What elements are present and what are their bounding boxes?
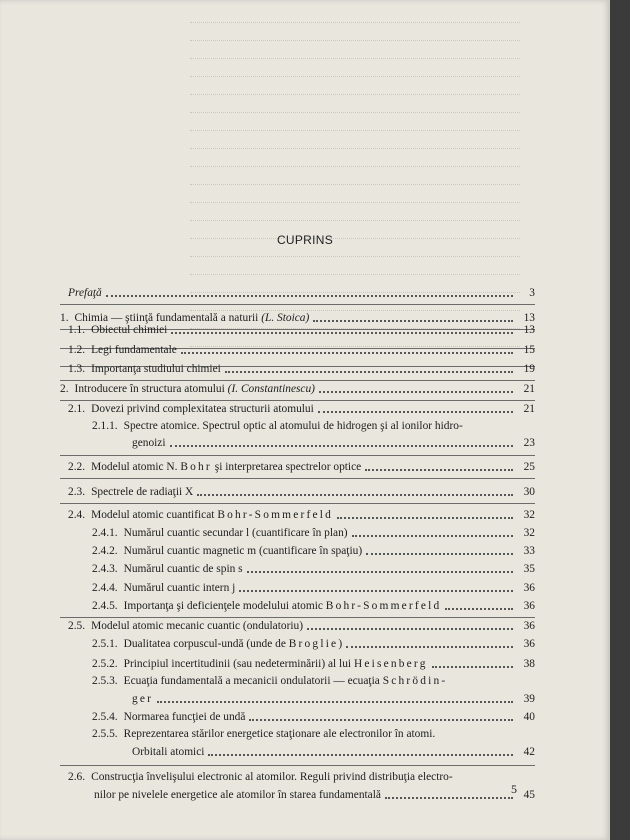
toc-page-number: 32 — [523, 509, 535, 521]
page-number: 5 — [511, 782, 517, 796]
toc-page-number: 36 — [523, 638, 535, 650]
toc-entry-text: Numărul cuantic intern j — [123, 582, 236, 594]
toc-entry-number: 2.1. — [68, 403, 86, 415]
dot-leader — [239, 590, 513, 592]
dot-leader — [319, 391, 513, 393]
toc-entry-number: 2.1.1. — [92, 420, 118, 432]
toc-entry-text-continued: ger — [132, 693, 154, 705]
toc-entry-text-post: ) — [338, 638, 343, 650]
bleed-line — [190, 76, 520, 77]
bleed-line — [190, 94, 520, 95]
page-title: CUPRINS — [276, 233, 334, 247]
toc-page-number: 13 — [523, 324, 535, 336]
toc-entry-number: 2.5. — [68, 620, 86, 632]
toc-entry-number: 2.5.2. — [92, 658, 118, 670]
toc-entry-text: Numărul cuantic de spin s — [123, 563, 243, 575]
toc-page-number: 40 — [523, 711, 535, 723]
toc-entry-number: 1. — [60, 312, 69, 324]
toc-entry-text: Chimia — ştiinţă fundamentală a naturii — [74, 312, 259, 324]
toc-entry-text: Legi fundamentale — [91, 344, 177, 356]
toc-page-number: 15 — [523, 344, 535, 356]
toc-entry-2-5-1[interactable] — [92, 638, 535, 651]
dot-leader — [225, 371, 513, 373]
toc-entry-text: Importanţa şi deficienţele modelului atomic — [123, 600, 323, 612]
toc-entry-text: Spectrele de radiaţii X — [91, 486, 194, 498]
toc-entry-2-4-2[interactable] — [92, 545, 535, 558]
bleed-line — [190, 274, 520, 275]
toc-entry-text: Numărul cuantic magnetic m (cuantificare în spaţiu) — [123, 545, 363, 557]
toc-entry-2-1-1[interactable] — [92, 420, 535, 450]
toc-entry-text-spaced: Broglie — [288, 638, 339, 650]
toc-entry-2-4-3[interactable] — [92, 563, 535, 576]
toc-entry-number: 2.4.5. — [92, 600, 118, 612]
toc-entry-2-4-4[interactable] — [92, 582, 535, 595]
toc-entry-number: 2.4.4. — [92, 582, 118, 594]
toc-entry-text: Modelul atomic cuantificat — [91, 509, 215, 521]
dot-leader — [307, 628, 513, 630]
bleed-line — [190, 148, 520, 149]
bleed-line — [190, 130, 520, 131]
toc-entry-text: Modelul atomic N. — [91, 461, 178, 473]
dot-leader — [352, 535, 513, 537]
toc-entry-1-3[interactable] — [68, 363, 535, 376]
toc-entry-text: Introducere în structura atomului — [74, 383, 225, 395]
dot-leader — [313, 320, 513, 322]
toc-entry-author: (I. Constantinescu) — [227, 383, 315, 395]
toc-entry-preface[interactable] — [60, 287, 535, 300]
divider — [60, 503, 535, 504]
toc-entry-number: 1.1. — [68, 324, 86, 336]
toc-entry-1-2[interactable] — [68, 344, 535, 357]
dot-leader — [318, 411, 513, 413]
dot-leader — [197, 494, 513, 496]
toc-entry-2-5-3[interactable] — [92, 675, 535, 706]
toc-entry-2-3[interactable] — [68, 486, 535, 499]
toc-entry-number: 2.4.2. — [92, 545, 118, 557]
bleed-line — [190, 310, 520, 311]
toc-page-number: 30 — [523, 486, 535, 498]
toc-entry-number: 2.4. — [68, 509, 86, 521]
toc-page-number: 32 — [523, 527, 535, 539]
dot-leader — [247, 571, 513, 573]
toc-page-number: 36 — [523, 620, 535, 632]
toc-entry-2-4-5[interactable] — [92, 600, 535, 613]
dot-leader — [445, 608, 513, 610]
bleed-line — [190, 40, 520, 41]
toc-entry-text: Normarea funcţiei de undă — [123, 711, 246, 723]
toc-entry-text: Construcţia învelişului electronic al atomilor. Reguli privind distribuţia electro- — [91, 771, 453, 783]
dot-leader — [366, 553, 513, 555]
dot-leader — [208, 754, 513, 756]
toc-entry-author: (L. Stoica) — [261, 312, 310, 324]
toc-entry-number: 2.4.3. — [92, 563, 118, 575]
toc-entry-2-5-4[interactable] — [92, 711, 535, 724]
toc-entry-text-spaced: Schrödin- — [382, 675, 448, 687]
toc-entry-text: Reprezentarea stărilor energetice staţionare ale electronilor în atomi. — [123, 728, 436, 740]
divider — [60, 380, 535, 381]
dot-leader — [337, 517, 513, 519]
bleed-line — [190, 166, 520, 167]
bleed-line — [190, 58, 520, 59]
toc-page-number: 36 — [523, 582, 535, 594]
toc-page-number: 23 — [523, 437, 535, 449]
toc-entry-text: Numărul cuantic secundar l (cuantificare în plan) — [123, 527, 348, 539]
toc-page-number: 39 — [523, 693, 535, 705]
toc-entry-number: 2.2. — [68, 461, 86, 473]
divider — [60, 304, 535, 305]
toc-page-number: 21 — [523, 383, 535, 395]
toc-entry-text: Ecuaţia fundamentală a mecanicii ondulatorii — ecuaţia — [123, 675, 380, 687]
toc-entry-text-spaced: Bohr-Sommerfeld — [325, 600, 442, 612]
toc-entry-text: Prefaţă — [68, 287, 102, 299]
divider — [60, 478, 535, 479]
toc-entry-text: Dovezi privind complexitatea structurii atomului — [91, 403, 314, 415]
toc-entry-text-spaced: Bohr-Sommerfeld — [217, 509, 333, 521]
toc-entry-2-4-1[interactable] — [92, 527, 535, 540]
toc-entry-text-spaced: Heisenberg — [353, 658, 428, 670]
divider — [60, 765, 535, 766]
toc-entry-number: 2.5.5. — [92, 728, 118, 740]
divider — [60, 400, 535, 401]
toc-entry-number: 2.6. — [68, 771, 86, 783]
toc-entry-text-post: şi interpretarea spectrelor optice — [214, 461, 362, 473]
dot-leader — [432, 666, 513, 668]
dot-leader — [346, 646, 513, 648]
toc-page-number: 42 — [523, 746, 535, 758]
dot-leader — [170, 445, 513, 447]
toc-entry-text: Modelul atomic mecanic cuantic (ondulatoriu) — [91, 620, 304, 632]
toc-entry-text: Importanţa studiului chimiei — [91, 363, 221, 375]
toc-entry-number: 2.3. — [68, 486, 86, 498]
toc-entry-text-continued: genoizi — [132, 437, 166, 449]
toc-entry-number: 1.3. — [68, 363, 86, 375]
bleed-line — [190, 22, 520, 23]
dot-leader — [171, 332, 513, 334]
toc-page-number: 19 — [523, 363, 535, 375]
dot-leader — [181, 352, 513, 354]
toc-entry-number: 2.4.1. — [92, 527, 118, 539]
toc-entry-text-spaced: Bohr — [180, 461, 212, 473]
bleed-line — [190, 256, 520, 257]
toc-page-number: 36 — [523, 600, 535, 612]
dot-leader — [249, 719, 513, 721]
toc-entry-text-continued: Orbitali atomici — [132, 746, 205, 758]
bleed-line — [190, 220, 520, 221]
divider — [60, 617, 535, 618]
bleed-line — [190, 184, 520, 185]
toc-page-number: 13 — [523, 312, 535, 324]
bleed-line — [190, 112, 520, 113]
dot-leader — [157, 701, 513, 703]
toc-entry-number: 2.5.3. — [92, 675, 118, 687]
toc-entry-2-2[interactable] — [68, 461, 535, 474]
toc-entry-text: Dualitatea corpuscul-undă (unde de — [123, 638, 286, 650]
toc-entry-2-5[interactable] — [68, 620, 535, 633]
toc-page-number: 33 — [523, 545, 535, 557]
toc-entry-2-1[interactable] — [68, 403, 535, 416]
toc-entry-2-5-5[interactable] — [92, 728, 535, 759]
toc-page-number: 3 — [529, 287, 535, 299]
bleed-line — [190, 202, 520, 203]
toc-page-number: 21 — [523, 403, 535, 415]
dot-leader — [365, 469, 513, 471]
toc-entry-2-5-2[interactable] — [92, 658, 535, 671]
toc-page-number: 25 — [523, 461, 535, 473]
toc-page-number: 38 — [523, 658, 535, 670]
toc-entry-number: 2.5.4. — [92, 711, 118, 723]
dot-leader — [106, 295, 513, 297]
toc-entry-text: Spectre atomice. Spectrul optic al atomului de hidrogen şi al ionilor hidro- — [123, 420, 463, 432]
toc-entry-text-continued: nilor pe nivelele energetice ale atomilor în starea fundamentală — [94, 789, 381, 801]
toc-entry-1-1[interactable] — [68, 324, 535, 337]
toc-entry-number: 1.2. — [68, 344, 86, 356]
toc-entry-number: 2.5.1. — [92, 638, 118, 650]
toc-entry-text: Principiul incertitudinii (sau nedeterminării) al lui — [123, 658, 352, 670]
dot-leader — [385, 797, 513, 799]
toc-page-number: 35 — [523, 563, 535, 575]
toc-entry-2-4[interactable] — [68, 509, 535, 522]
toc-entry-2-6[interactable] — [68, 771, 535, 802]
toc-entry-text: Obiectul chimiei — [91, 324, 168, 336]
toc-entry-chapter-2[interactable] — [60, 383, 535, 396]
toc-page-number: 45 — [523, 789, 535, 801]
toc-entry-number: 2. — [60, 383, 69, 395]
divider — [60, 455, 535, 456]
